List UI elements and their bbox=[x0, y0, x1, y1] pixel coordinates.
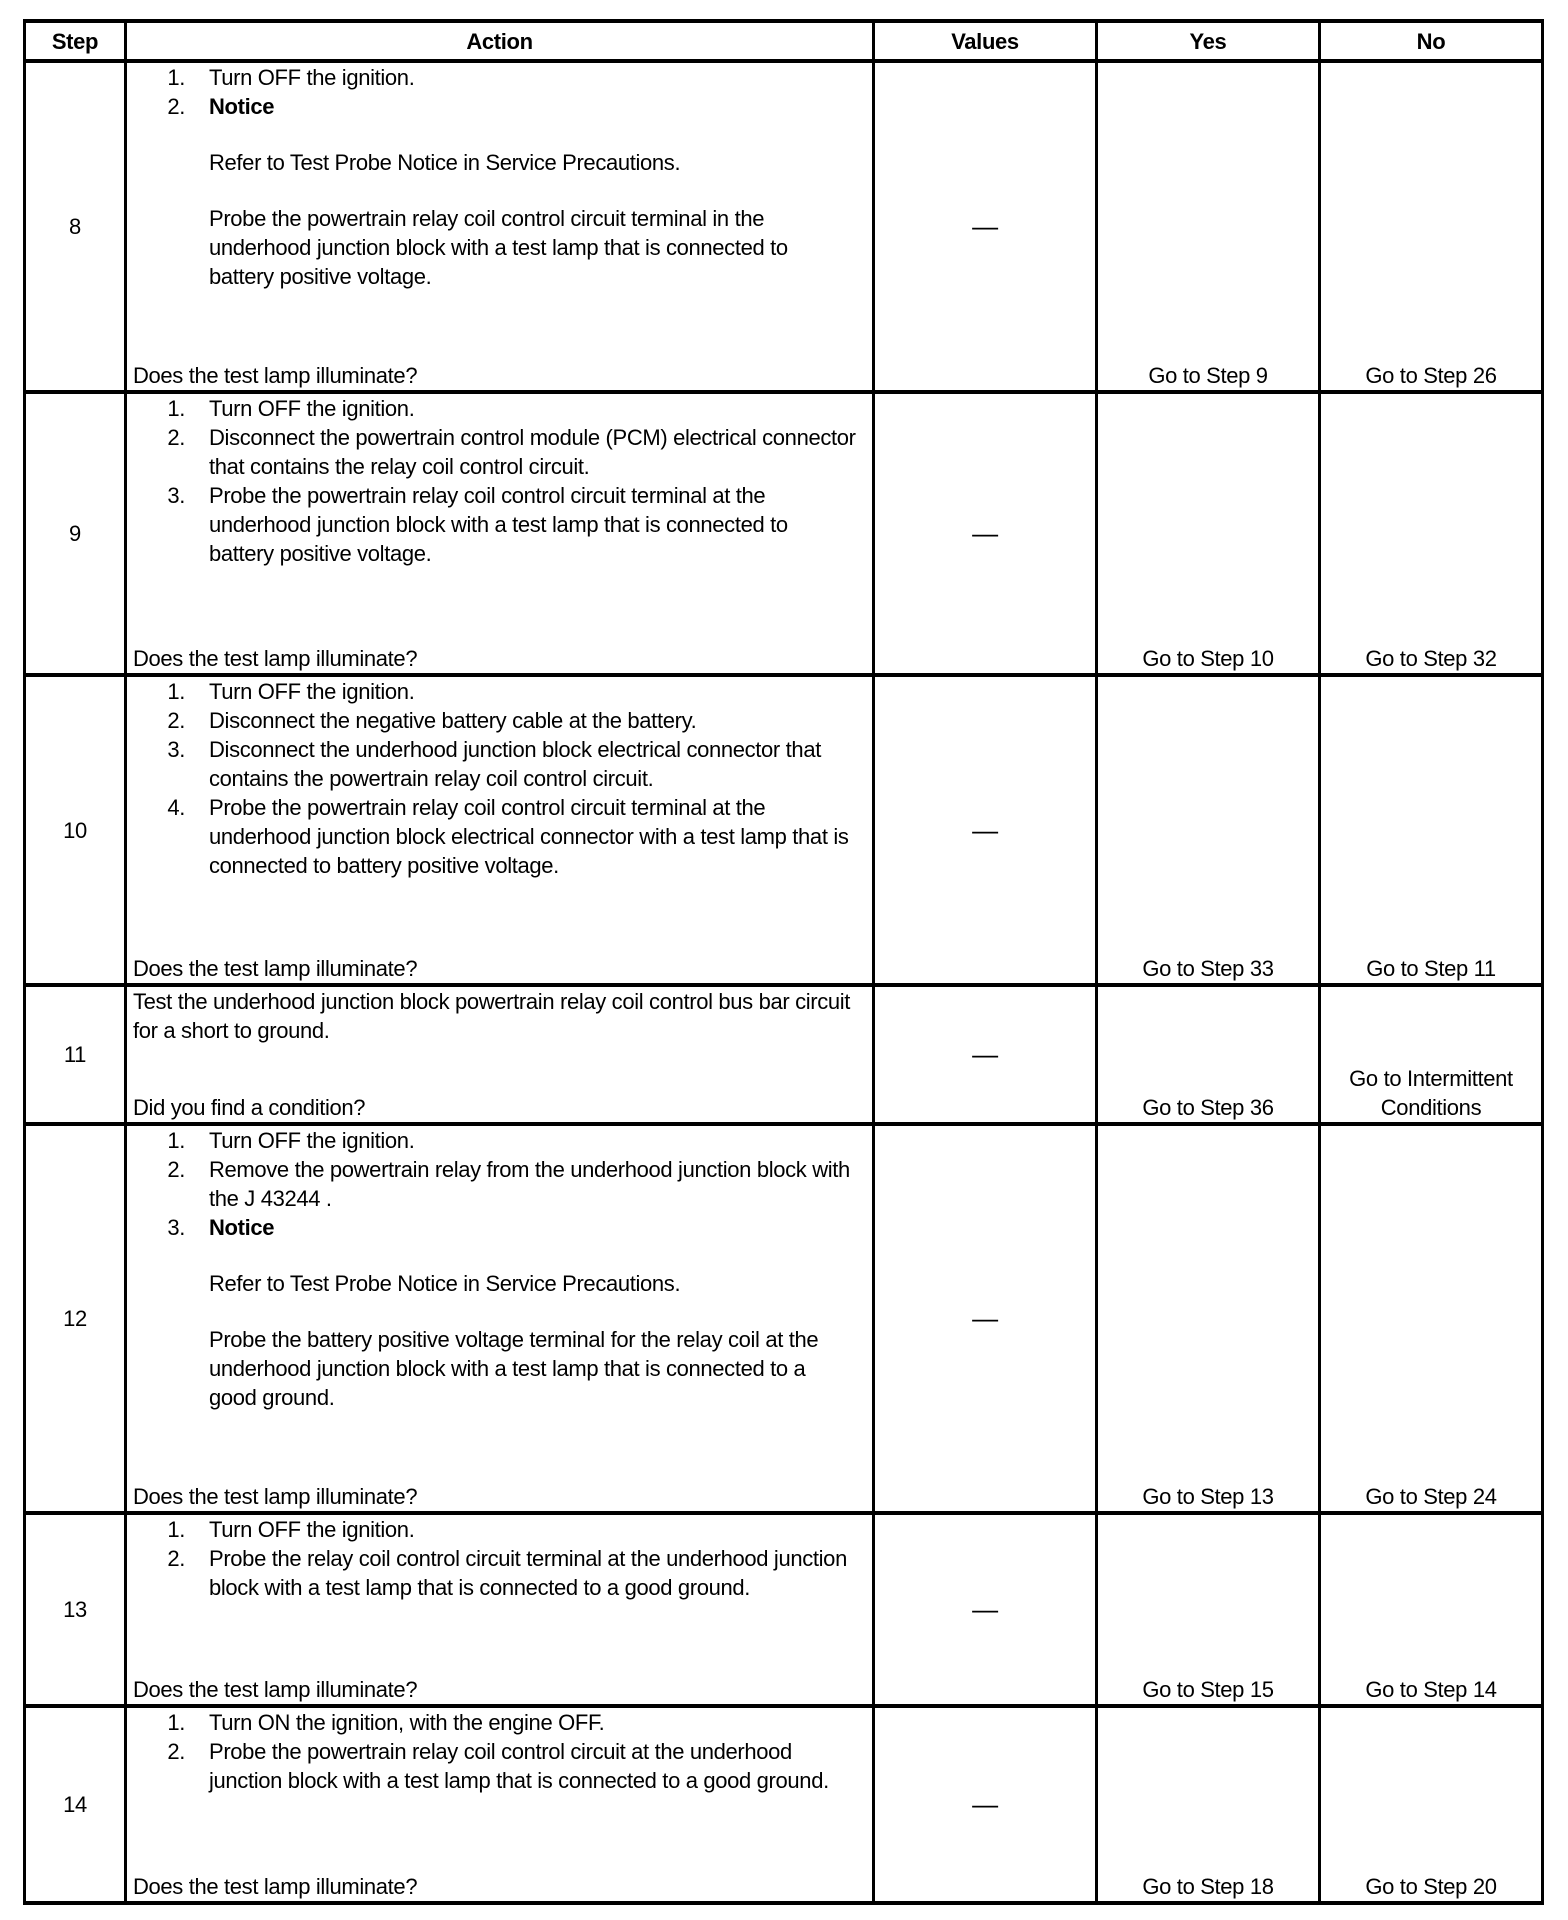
action-cell bbox=[126, 1706, 874, 1903]
yes-result: Go to Step 9 bbox=[1097, 61, 1320, 392]
item-body bbox=[209, 1737, 866, 1795]
item-number: 3. bbox=[167, 1215, 185, 1240]
action-question: Does the test lamp illuminate? bbox=[133, 956, 418, 981]
action-cell bbox=[126, 1513, 874, 1706]
item-number: 4. bbox=[167, 795, 185, 820]
action-content bbox=[133, 1126, 866, 1511]
item-body bbox=[209, 1126, 866, 1155]
action-content bbox=[133, 987, 866, 1122]
action-item bbox=[133, 92, 866, 291]
action-question: Did you find a condition? bbox=[133, 1095, 366, 1120]
step-number: 13 bbox=[25, 1513, 126, 1706]
action-item bbox=[133, 793, 866, 880]
action-steps bbox=[133, 677, 866, 880]
item-text: Turn OFF the ignition. bbox=[209, 679, 415, 704]
item-text: Disconnect the powertrain control module (PCM) electrical connector that contains the relay coil control circuit. bbox=[209, 425, 856, 479]
action-item bbox=[133, 423, 866, 481]
action-item bbox=[133, 63, 866, 92]
item-body bbox=[209, 481, 866, 568]
action-steps bbox=[133, 987, 866, 1045]
values-cell: — bbox=[874, 61, 1097, 392]
header-action: Action bbox=[126, 21, 874, 61]
item-number: 1. bbox=[167, 1517, 185, 1542]
step-number: 12 bbox=[25, 1124, 126, 1513]
item-body bbox=[209, 735, 866, 793]
yes-result: Go to Step 33 bbox=[1097, 675, 1320, 985]
item-text: Remove the powertrain relay from the underhood junction block with the J 43244 . bbox=[209, 1157, 850, 1211]
yes-result: Go to Step 36 bbox=[1097, 985, 1320, 1124]
action-steps bbox=[133, 1126, 866, 1412]
item-paragraph: Refer to Test Probe Notice in Service Precautions. bbox=[209, 1271, 681, 1296]
item-text: Probe the relay coil control circuit terminal at the underhood junction block with a test lamp that is connected to a good ground. bbox=[209, 1546, 847, 1600]
action-content bbox=[133, 1708, 866, 1901]
item-number: 2. bbox=[167, 1157, 185, 1182]
no-result: Go to Step 24 bbox=[1320, 1124, 1543, 1513]
item-body bbox=[209, 1155, 866, 1213]
values-cell: — bbox=[874, 675, 1097, 985]
item-body bbox=[209, 793, 866, 880]
action-steps bbox=[133, 1708, 866, 1795]
action-cell bbox=[126, 1124, 874, 1513]
item-body bbox=[209, 1708, 866, 1737]
action-cell bbox=[126, 392, 874, 675]
header-step: Step bbox=[25, 21, 126, 61]
yes-result: Go to Step 18 bbox=[1097, 1706, 1320, 1903]
action-item bbox=[133, 1126, 866, 1155]
no-result: Go to Intermittent Conditions bbox=[1320, 985, 1543, 1124]
step-number: 14 bbox=[25, 1706, 126, 1903]
no-result: Go to Step 32 bbox=[1320, 392, 1543, 675]
step-number: 8 bbox=[25, 61, 126, 392]
no-result: Go to Step 14 bbox=[1320, 1513, 1543, 1706]
action-question: Does the test lamp illuminate? bbox=[133, 646, 418, 671]
action-item bbox=[133, 481, 866, 568]
action-question: Does the test lamp illuminate? bbox=[133, 1677, 418, 1702]
item-body bbox=[209, 423, 866, 481]
action-question: Does the test lamp illuminate? bbox=[133, 363, 418, 388]
header-yes: Yes bbox=[1097, 21, 1320, 61]
action-item bbox=[133, 1708, 866, 1737]
yes-result: Go to Step 13 bbox=[1097, 1124, 1320, 1513]
item-number: 1. bbox=[167, 1710, 185, 1735]
item-body bbox=[209, 394, 866, 423]
item-paragraph: Refer to Test Probe Notice in Service Precautions. bbox=[209, 150, 681, 175]
no-result: Go to Step 20 bbox=[1320, 1706, 1543, 1903]
action-item bbox=[133, 677, 866, 706]
step-number: 10 bbox=[25, 675, 126, 985]
header-no: No bbox=[1320, 21, 1543, 61]
item-body bbox=[209, 706, 866, 735]
values-cell: — bbox=[874, 1124, 1097, 1513]
action-content bbox=[133, 63, 866, 390]
action-item bbox=[133, 1737, 866, 1795]
item-number: 1. bbox=[167, 1128, 185, 1153]
step-number: 11 bbox=[25, 985, 126, 1124]
yes-result: Go to Step 10 bbox=[1097, 392, 1320, 675]
step-number: 9 bbox=[25, 392, 126, 675]
item-text: Probe the powertrain relay coil control circuit at the underhood junction block with a test lamp that is connected to a good ground. bbox=[209, 1739, 829, 1793]
item-text: Probe the powertrain relay coil control circuit terminal at the underhood junction block electrical connector with a test lamp that is connected to battery positive voltage. bbox=[209, 795, 849, 878]
item-body bbox=[209, 92, 866, 291]
item-text: Probe the powertrain relay coil control circuit terminal at the underhood junction block with a test lamp that is connected to battery positive voltage. bbox=[209, 483, 788, 566]
item-number: 1. bbox=[167, 65, 185, 90]
table-row bbox=[25, 392, 1543, 675]
values-cell: — bbox=[874, 985, 1097, 1124]
action-steps bbox=[133, 63, 866, 291]
header-values: Values bbox=[874, 21, 1097, 61]
table-row bbox=[25, 1706, 1543, 1903]
no-result: Go to Step 26 bbox=[1320, 61, 1543, 392]
item-paragraph: Probe the battery positive voltage terminal for the relay coil at the underhood junction block with a test lamp that is connected to a good ground. bbox=[209, 1327, 819, 1410]
table-row bbox=[25, 985, 1543, 1124]
table-row bbox=[25, 1124, 1543, 1513]
item-number: 1. bbox=[167, 396, 185, 421]
no-result: Go to Step 11 bbox=[1320, 675, 1543, 985]
header-row bbox=[25, 21, 1543, 61]
table-row bbox=[25, 1513, 1543, 1706]
item-body bbox=[209, 677, 866, 706]
item-text: Disconnect the underhood junction block electrical connector that contains the powertrain relay coil control circuit. bbox=[209, 737, 821, 791]
values-cell: — bbox=[874, 1513, 1097, 1706]
action-steps bbox=[133, 394, 866, 568]
item-body bbox=[209, 1515, 866, 1544]
item-text: Notice bbox=[209, 94, 275, 119]
values-cell: — bbox=[874, 392, 1097, 675]
action-item bbox=[133, 394, 866, 423]
item-number: 2. bbox=[167, 94, 185, 119]
action-item bbox=[133, 1544, 866, 1602]
item-number: 2. bbox=[167, 1546, 185, 1571]
item-body bbox=[209, 1544, 866, 1602]
item-text: Turn OFF the ignition. bbox=[209, 1517, 415, 1542]
item-body bbox=[209, 1213, 866, 1412]
item-number: 1. bbox=[167, 679, 185, 704]
action-item bbox=[133, 1155, 866, 1213]
item-text: Turn OFF the ignition. bbox=[209, 65, 415, 90]
values-cell: — bbox=[874, 1706, 1097, 1903]
item-number: 2. bbox=[167, 708, 185, 733]
action-question: Does the test lamp illuminate? bbox=[133, 1484, 418, 1509]
action-cell bbox=[126, 985, 874, 1124]
action-content bbox=[133, 1515, 866, 1704]
item-number: 2. bbox=[167, 425, 185, 450]
action-question: Does the test lamp illuminate? bbox=[133, 1874, 418, 1899]
action-cell bbox=[126, 61, 874, 392]
action-item bbox=[133, 706, 866, 735]
table-row bbox=[25, 675, 1543, 985]
diagnostic-table bbox=[23, 19, 1544, 1905]
item-text: Turn OFF the ignition. bbox=[209, 396, 415, 421]
item-body bbox=[209, 63, 866, 92]
action-steps bbox=[133, 1515, 866, 1602]
item-text: Notice bbox=[209, 1215, 275, 1240]
action-item bbox=[133, 1515, 866, 1544]
action-content bbox=[133, 677, 866, 983]
item-text: Turn OFF the ignition. bbox=[209, 1128, 415, 1153]
yes-result: Go to Step 15 bbox=[1097, 1513, 1320, 1706]
action-content bbox=[133, 394, 866, 673]
item-number: 2. bbox=[167, 1739, 185, 1764]
table-row bbox=[25, 61, 1543, 392]
action-item bbox=[133, 1213, 866, 1412]
action-intro: Test the underhood junction block powertrain relay coil control bus bar circuit for a short to ground. bbox=[133, 989, 851, 1043]
item-paragraph: Probe the powertrain relay coil control circuit terminal in the underhood junction block with a test lamp that is connected to battery positive voltage. bbox=[209, 206, 788, 289]
item-text: Turn ON the ignition, with the engine OFF. bbox=[209, 1710, 605, 1735]
item-text: Disconnect the negative battery cable at the battery. bbox=[209, 708, 697, 733]
item-number: 3. bbox=[167, 483, 185, 508]
action-item bbox=[133, 735, 866, 793]
item-number: 3. bbox=[167, 737, 185, 762]
action-cell bbox=[126, 675, 874, 985]
